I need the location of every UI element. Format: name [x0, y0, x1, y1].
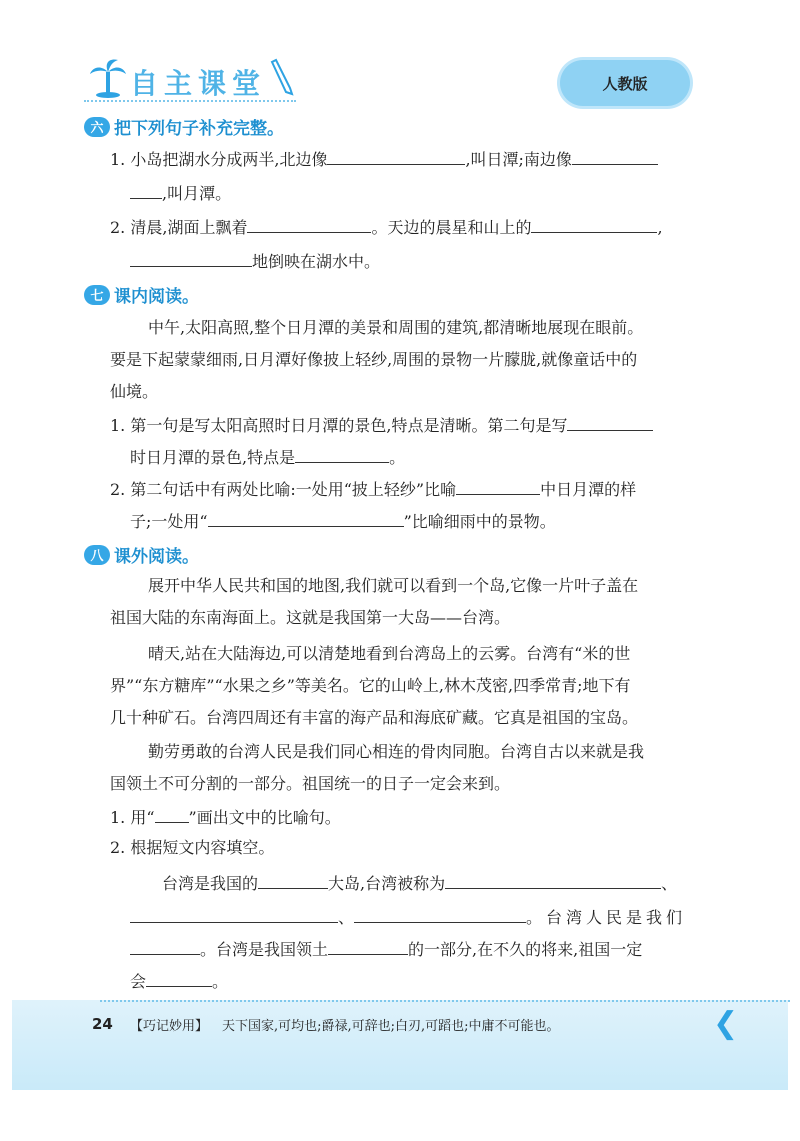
- chevron-left-icon[interactable]: ❮: [713, 1006, 739, 1041]
- answer-blank[interactable]: [130, 904, 338, 923]
- page-number: 24: [92, 1015, 113, 1033]
- s8-fill-text: 。台湾人民是我们: [526, 908, 687, 927]
- answer-blank[interactable]: [567, 412, 653, 431]
- s6-q1-text-c: ,叫月潭。: [162, 184, 232, 203]
- s8-q1-text-b: ”画出文中的比喻句。: [188, 808, 341, 827]
- s8-q2-line: 2. 根据短文内容填空。: [110, 838, 275, 857]
- answer-blank[interactable]: [354, 904, 526, 923]
- s8-fill-line3: [130, 936, 642, 962]
- answer-blank[interactable]: [295, 444, 389, 463]
- s8-fill-line2: [130, 904, 686, 930]
- s8-passage-line: 几十种矿石。台湾四周还有丰富的海产品和海底矿藏。它真是祖国的宝岛。: [110, 708, 639, 727]
- section-8-number: 八: [84, 545, 110, 565]
- s8-fill-line4: [130, 968, 228, 994]
- answer-blank[interactable]: [155, 804, 189, 823]
- s6-q1-line1: [110, 146, 658, 172]
- s8-passage-line: 晴天,站在大陆海边,可以清楚地看到台湾岛上的云雾。台湾有“米的世: [148, 644, 631, 663]
- s7-q1-line2: [130, 444, 405, 470]
- s7-q1-text-b: 时日月潭的景色,特点是: [130, 448, 296, 467]
- answer-blank[interactable]: [531, 214, 657, 233]
- section-7-heading: [84, 282, 199, 307]
- s8-fill-text: 。台湾是我国领土: [200, 940, 329, 959]
- s8-fill-text: 的一部分,在不久的将来,祖国一定: [408, 940, 643, 959]
- s8-passage-line: 勤劳勇敢的台湾人民是我们同心相连的骨肉同胞。台湾自古以来就是我: [148, 742, 645, 761]
- answer-blank[interactable]: [146, 968, 212, 987]
- s8-q1-text-a: 1. 用“: [110, 808, 155, 827]
- section-8-title: 课外阅读。: [114, 547, 199, 567]
- s7-q2-text-c: 子;一处用“: [130, 512, 208, 531]
- s7-passage-line: 要是下起蒙蒙细雨,日月潭好像披上轻纱,周围的景物一片朦胧,就像童话中的: [110, 350, 638, 369]
- s8-fill-text: 。: [212, 972, 229, 991]
- section-6-title: 把下列句子补充完整。: [114, 119, 284, 139]
- footer-quote-text: 天下国家,可均也;爵禄,可辞也;白刃,可蹈也;中庸不可能也。: [222, 1019, 560, 1034]
- section-banner-title: 自主课堂: [130, 67, 267, 100]
- s7-q2-line1: [110, 476, 636, 502]
- footer-divider: [100, 1000, 790, 1002]
- s6-q2-text-a: 2. 清晨,湖面上飘着: [110, 218, 248, 237]
- edition-badge: 人教版: [560, 60, 690, 106]
- answer-blank[interactable]: [445, 870, 661, 889]
- s8-fill-text: 大岛,台湾被称为: [328, 874, 446, 893]
- answer-blank[interactable]: [328, 936, 408, 955]
- s7-q2-text-a: 2. 第二句话中有两处比喻:一处用“披上轻纱”比喻: [110, 480, 457, 499]
- pencil-icon: [266, 58, 296, 98]
- s8-passage-line: 界”“东方糖库”“水果之乡”等美名。它的山岭上,林木茂密,四季常青;地下有: [110, 676, 631, 695]
- s7-passage-line: 仙境。: [110, 382, 159, 401]
- footer-background: [12, 1000, 788, 1090]
- s7-passage-line: 中午,太阳高照,整个日月潭的美景和周围的建筑,都清晰地展现在眼前。: [148, 318, 644, 337]
- answer-blank[interactable]: [327, 146, 465, 165]
- s7-q2-line2: [130, 508, 556, 534]
- s8-fill-text: 会: [130, 972, 147, 991]
- section-8-heading: [84, 542, 199, 567]
- s6-q2-text-b: 。天边的晨星和山上的: [371, 218, 532, 237]
- answer-blank[interactable]: [130, 180, 162, 199]
- palm-tree-icon: [88, 58, 128, 98]
- s6-q2-line2: [130, 248, 380, 274]
- s8-fill-line1: [162, 870, 677, 896]
- footer-tag: 【巧记妙用】: [130, 1019, 209, 1034]
- s6-q1-text-b: ,叫日潭;南边像: [465, 150, 572, 169]
- s8-passage-line: 国领土不可分割的一部分。祖国统一的日子一定会来到。: [110, 774, 511, 793]
- header-divider: [84, 100, 296, 102]
- answer-blank[interactable]: [258, 870, 328, 889]
- s7-q2-text-d: ”比喻细雨中的景物。: [403, 512, 556, 531]
- s8-passage-line: 祖国大陆的东南海面上。这就是我国第一大岛——台湾。: [110, 608, 511, 627]
- s8-fill-text: 、: [661, 874, 678, 893]
- s7-q1-text-c: 。: [389, 448, 406, 467]
- s8-passage-line: 展开中华人民共和国的地图,我们就可以看到一个岛,它像一片叶子盖在: [148, 576, 639, 595]
- s8-fill-text: 、: [338, 908, 355, 927]
- answer-blank[interactable]: [208, 508, 404, 527]
- s7-q1-line1: [110, 412, 653, 438]
- s6-q1-line2: [130, 180, 231, 206]
- answer-blank[interactable]: [572, 146, 658, 165]
- section-6-number: 六: [84, 117, 110, 137]
- section-7-number: 七: [84, 285, 110, 305]
- s7-q2-text-b: 中日月潭的样: [540, 480, 637, 499]
- footer-quote: [130, 1015, 560, 1034]
- section-6-heading: [84, 114, 284, 139]
- s6-q2-line1: [110, 214, 663, 240]
- answer-blank[interactable]: [130, 248, 252, 267]
- answer-blank[interactable]: [456, 476, 540, 495]
- s8-fill-text: 台湾是我国的: [162, 874, 259, 893]
- answer-blank[interactable]: [130, 936, 200, 955]
- s7-q1-text-a: 1. 第一句是写太阳高照时日月潭的景色,特点是清晰。第二句是写: [110, 416, 568, 435]
- s6-q1-text-a: 1. 小岛把湖水分成两半,北边像: [110, 150, 328, 169]
- answer-blank[interactable]: [247, 214, 371, 233]
- section-7-title: 课内阅读。: [114, 287, 199, 307]
- s6-q2-text-c: ,: [657, 218, 663, 237]
- s8-q1-line: [110, 804, 341, 830]
- s6-q2-text-d: 地倒映在湖水中。: [252, 252, 381, 271]
